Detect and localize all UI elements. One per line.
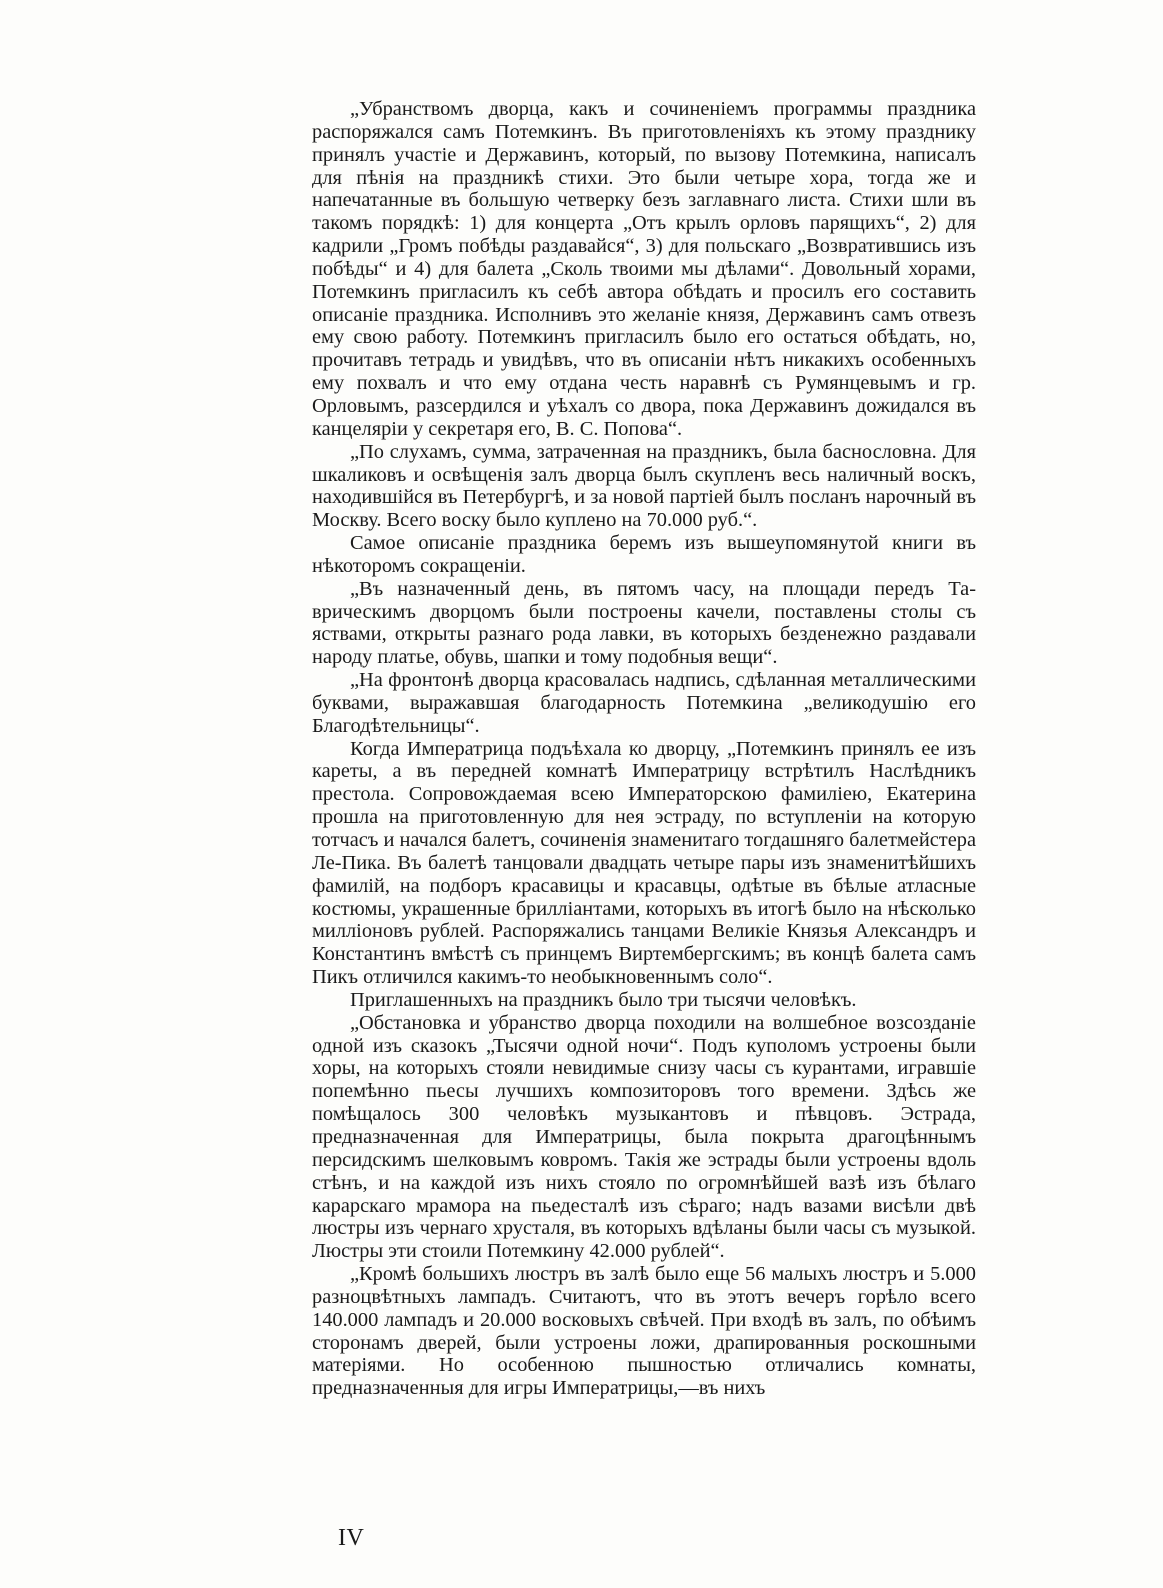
paragraph-1: „Убранствомъ дворца, какъ и сочиненіемъ программы праздника распоряжался самъ Потемкинъ. Въ приготовленіяхъ къ этому празднику принялъ участіе и Державинъ, который, по вызову Потемкина, написалъ для пѣнія на праздникѣ стихи. Это были четыре хора, тогда же и напечатанные въ большую четверку безъ заглавнаго листа. Стихи шли въ такомъ порядкѣ: 1) для концерта „Отъ крылъ орловъ парящихъ“, 2) для кадрили „Громъ побѣды раздавайся“, 3) для польскаго „Возвратившись изъ побѣды“ и 4) для балета „Сколь твоими мы дѣлами“. Довольный хорами, Потемкинъ пригласилъ къ себѣ автора обѣдать и просилъ его составить описаніе праздника. Исполнивъ это желаніе князя, Державинъ самъ отвезъ ему свою работу. Потемкинъ пригласилъ было его остаться обѣдать, но, прочитавъ тетрадь и увидѣвъ, что въ описаніи нѣтъ никакихъ особенныхъ ему похвалъ и что ему отдана честь наравнѣ съ Румянцевымъ и гр. Орловымъ, разсердился и уѣхалъ со двора, пока Державинъ дожидался въ канцеляріи у секретаря его, В. С. Попова“. [312, 98, 976, 440]
paragraph-4: „Въ назначенный день, въ пятомъ часу, на площади передъ Таврическимъ дворцомъ были построены качели, поставлены столы съ яствами, открыты разнаго рода лавки, въ которыхъ безденежно раздавали народу платье, обувь, шапки и тому подобныя вещи“. [312, 577, 976, 669]
paragraph-6: Когда Императрица подъѣхала ко дворцу, „Потемкинъ принялъ ее изъ кареты, а въ передней комнатѣ Императрицу встрѣтилъ Наслѣдникъ престола. Сопровождаемая всею Императорскою фамиліею, Екатерина прошла на приготовленную для нея эстраду, по вступленіи на которую тотчасъ и начался балетъ, сочиненія знаменитаго тогдашняго балетмейстера Ле-Пика. Въ балетѣ танцовали двадцать четыре пары изъ знаменитѣйшихъ фамилій, на подборъ красавицы и красавцы, одѣтые въ бѣлые атласные костюмы, украшенные брилліантами, которыхъ въ итогѣ было на нѣсколько милліоновъ рублей. Распоряжались танцами Великіе Князья Александръ и Константинъ вмѣстѣ съ принцемъ Виртембергскимъ; въ концѣ балета самъ Пикъ отличился какимъ-то необыкновеннымъ соло“. [312, 737, 976, 989]
body-text [312, 98, 976, 1400]
paragraph-5: „На фронтонѣ дворца красовалась надпись, сдѣланная металлическими буквами, выражавшая благодарность Потемкина „великодушію его Благодѣтельницы“. [312, 669, 976, 737]
paragraph-8: „Обстановка и убранство дворца походили на волшебное возсозданіе одной изъ сказокъ „Тысячи одной ночи“. Подъ куполомъ устроены были хоры, на которыхъ стояли невидимые снизу часы съ курантами, игравшіе попемѣнно пьесы лучшихъ композиторовъ того времени. Здѣсь же помѣщалось 300 человѣкъ музыкантовъ и пѣвцовъ. Эстрада, предназначенная для Императрицы, была покрыта драгоцѣннымъ персидскимъ шелковымъ ковромъ. Такія же эстрады были устроены вдоль стѣнъ, и на каждой изъ нихъ стояло по огромнѣйшей вазѣ изъ бѣлаго карарскаго мрамора на пьедесталѣ изъ сѣраго; надъ вазами висѣли двѣ люстры изъ чернаго хрусталя, въ которыхъ вдѣланы были часы съ музыкой. Люстры эти стоили Потемкину 42.000 рублей“. [312, 1011, 976, 1263]
paragraph-3: Самое описаніе праздника беремъ изъ вышеупомянутой книги въ нѣкоторомъ сокращеніи. [312, 532, 976, 577]
page-number: IV [338, 1525, 365, 1551]
paragraph-2: „По слухамъ, сумма, затраченная на праздникъ, была баснословна. Для шкаликовъ и освѣщенія залъ дворца былъ скупленъ весь наличный воскъ, находившійся въ Петербургѣ, и за новой партіей былъ посланъ нарочный въ Москву. Всего воску было куплено на 70.000 руб.“. [312, 440, 976, 532]
paragraph-7: Приглашенныхъ на праздникъ было три тысячи человѣкъ. [350, 988, 857, 1011]
paragraph-9: „Кромѣ большихъ люстръ въ залѣ было еще 56 малыхъ люстръ и 5.000 разноцвѣтныхъ лампадъ. Считаютъ, что въ этотъ вечеръ горѣло всего 140.000 лампадъ и 20.000 восковыхъ свѣчей. При входѣ въ залъ, по обѣимъ сторонамъ дверей, были устроены ложи, драпированныя роскошными матеріями. Но особенною пышностью отличались комнаты, предназначенныя для игры Императрицы,—въ нихъ [312, 1263, 976, 1400]
